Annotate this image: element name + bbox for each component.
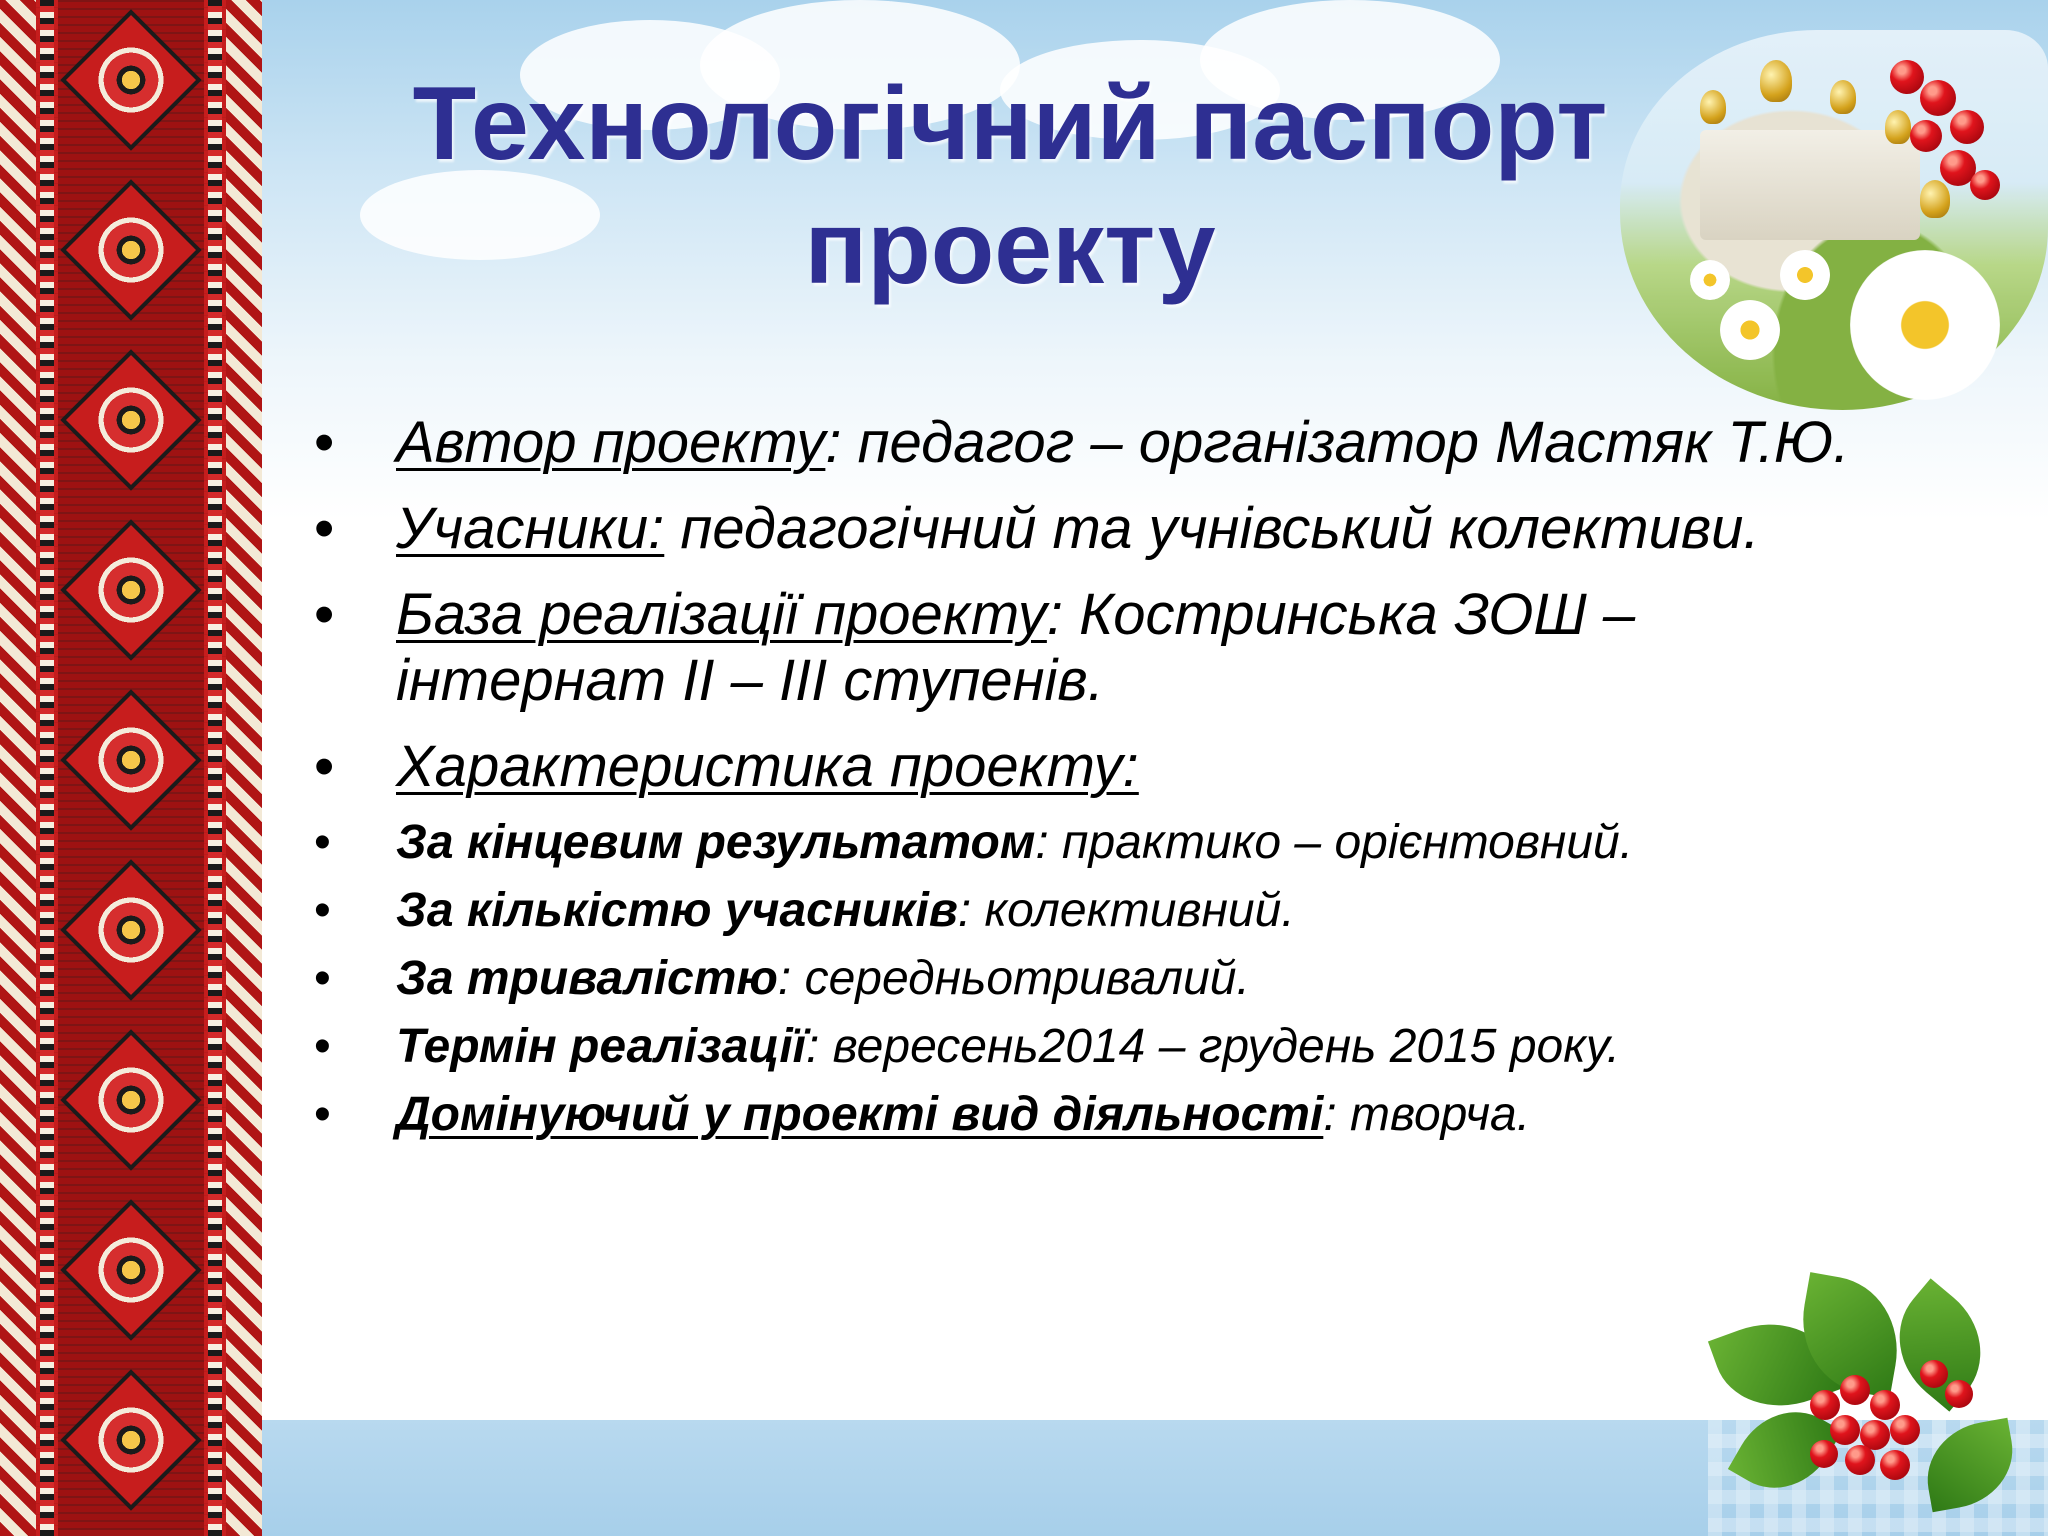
bullet: • [314,1020,331,1073]
title-line-2: проекту [804,190,1216,306]
viburnum-berries-icon [1870,50,2010,220]
bullet: • [314,816,331,869]
item-label: Термін реалізації [396,1020,806,1073]
viburnum-branch-icon [1720,1280,2020,1536]
ornament-edge [0,0,36,1536]
item-separator: : [1035,816,1063,869]
bullet: • [314,884,331,937]
bullet: • [314,496,335,561]
ornament-stripe [40,0,54,1536]
embroidery-ornament [0,0,262,1536]
item-text: Костринська ЗОШ – інтернат ІІ – ІІІ ступенів. [396,582,1636,713]
item-separator: : [1323,1088,1350,1141]
item-separator: : [957,884,985,937]
title-line-1: Технологічний паспорт [412,66,1608,182]
item-separator [664,496,680,561]
item-separator: : [1046,582,1080,647]
list-item-base [310,582,1910,714]
list-item-characteristics [310,734,1910,800]
item-text: педагогічний та учнівський колективи. [680,496,1760,561]
item-label: За тривалістю [396,952,778,1005]
item-separator: : [825,410,858,475]
list-item-author [310,410,1910,476]
daisy-icon [1850,250,2000,400]
church-dome-icon [1830,80,1856,114]
bullet: • [314,952,331,1005]
item-text: середньотривалий. [804,952,1250,1005]
item-separator: : [777,952,805,1005]
item-label: За кількістю учасників [396,884,958,937]
list-item-duration [310,950,1910,1008]
ornament-stripe [208,0,222,1536]
item-separator: : [806,1020,833,1073]
bullet: • [314,1088,331,1141]
church-dome-icon [1760,60,1792,102]
item-text: колективний. [984,884,1295,937]
list-item-participant-count [310,882,1910,940]
item-label: Учасники: [396,496,665,561]
list-item-activity [310,1086,1910,1144]
bullet: • [314,410,335,475]
passport-list [310,410,1910,1154]
list-item-participants [310,496,1910,562]
item-text: педагог – організатор Мастяк Т.Ю. [857,410,1850,475]
daisy-icon [1780,250,1830,300]
list-item-result [310,814,1910,872]
slide-title [270,62,1750,310]
ornament-edge [226,0,262,1536]
item-label: Характеристика проекту: [396,734,1139,799]
item-label: База реалізації проекту [396,582,1047,647]
item-label: Автор проекту [396,410,826,475]
item-text: практико – орієнтовний. [1062,816,1634,869]
list-item-term [310,1018,1910,1076]
item-text: творча. [1349,1088,1531,1141]
bullet: • [314,582,335,647]
item-label: За кінцевим результатом [396,816,1036,869]
bullet: • [314,734,335,799]
item-text: вересень2014 – грудень 2015 року. [832,1020,1621,1073]
item-label: Домінуючий у проекті вид діяльності [396,1088,1324,1141]
